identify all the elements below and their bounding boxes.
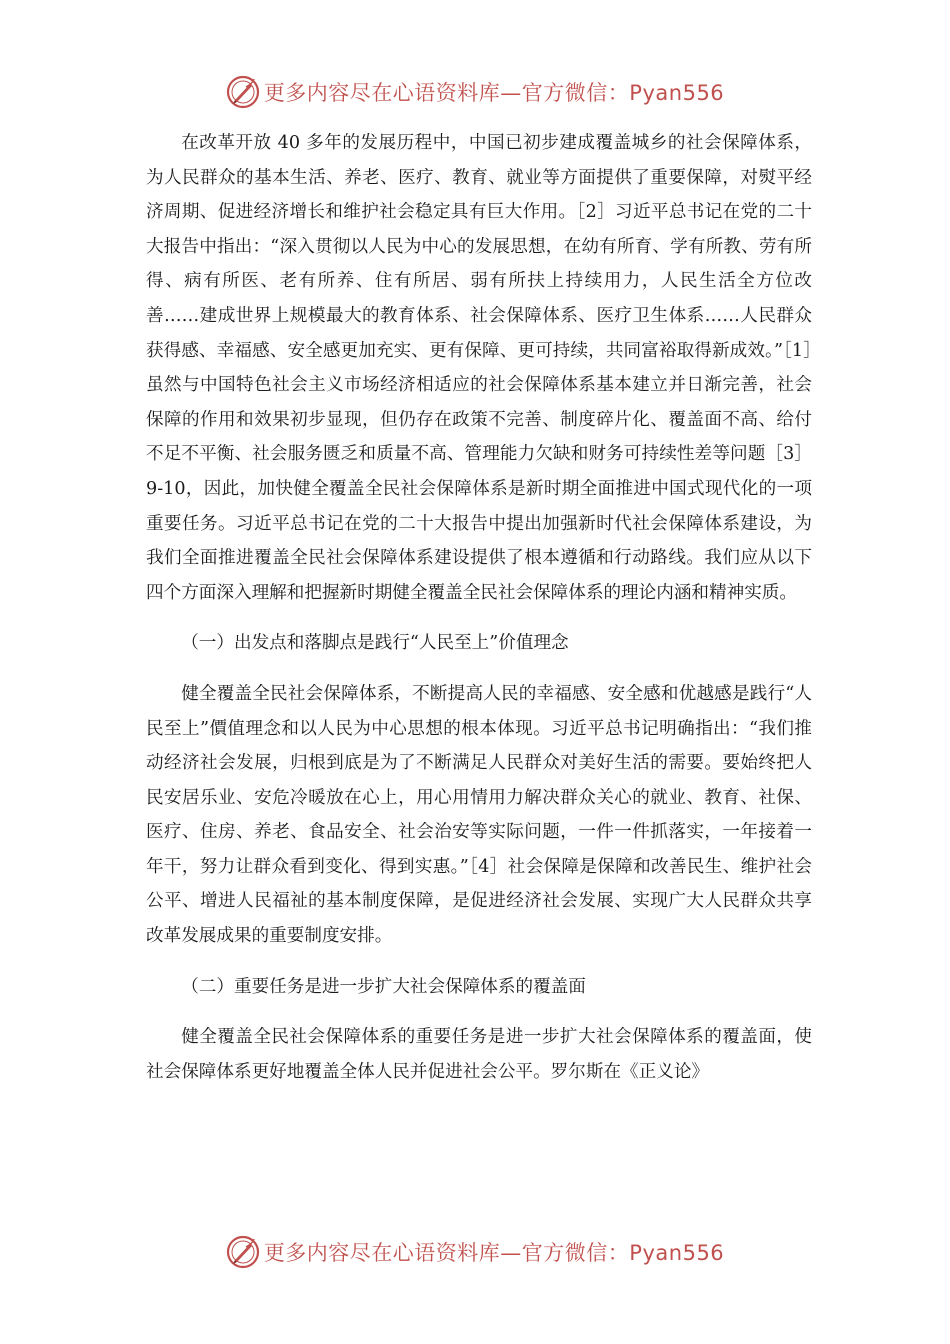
banner-text: 更多内容尽在心语资料库—官方微信：Pyan556 <box>263 1241 725 1265</box>
document-body <box>146 126 812 1089</box>
footer-banner <box>0 1232 950 1272</box>
paragraph-section-2: 健全覆盖全民社会保障体系的重要任务是进一步扩大社会保障体系的覆盖面，使社会保障体系更好地覆盖全体人民并促进社会公平。罗尔斯在《正义论》 <box>146 1027 812 1082</box>
paragraph-intro: 在改革开放 40 多年的发展历程中，中国已初步建成覆盖城乡的社会保障体系，为人民群众的基本生活、养老、医疗、教育、就业等方面提供了重要保障，对熨平经济周期、促进经济增长和维护社会稳定具有巨大作用。［2］习近平总书记在党的二十大报告中指出：“深入贯彻以人民为中心的发展思想，在幼有所育、学有所教、劳有所得、病有所医、老有所养、住有所居、弱有所扶上持续用力，人民生活全方位改善……建成世界上规模最大的教育体系、社会保障体系、医疗卫生体系……人民群众获得感、幸福感、安全感更加充实、更有保障、更可持续，共同富裕取得新成效。”［1］虽然与中国特色社会主义市场经济相适应的社会保障体系基本建立并日渐完善，社会保障的作用和效果初步显现，但仍存在政策不完善、制度碎片化、覆盖面不高、给付不足不平衡、社会服务匮乏和质量不高、管理能力欠缺和财务可持续性差等问题［3］9-10，因此，加快健全覆盖全民社会保障体系是新时期全面推进中国式现代化的一项重要任务。习近平总书记在党的二十大报告中提出加强新时代社会保障体系建设，为我们全面推进覆盖全民社会保障体系建设提供了根本遵循和行动路线。我们应从以下四个方面深入理解和把握新时期健全覆盖全民社会保障体系的理论内涵和精神实质。 <box>146 133 812 603</box>
section-heading-2: （二）重要任务是进一步扩大社会保障体系的覆盖面 <box>181 976 586 997</box>
paragraph-section-1: 健全覆盖全民社会保障体系，不断提高人民的幸福感、安全感和优越感是践行“人民至上”價值理念和以人民为中心思想的根本体现。习近平总书记明确指出：“我们推动经济社会发展，归根到底是为了不断满足人民群众对美好生活的需要。要始终把人民安居乐业、安危冷暖放在心上，用心用情用力解决群众关心的就业、教育、社保、医疗、住房、养老、食品安全、社会治安等实际问题，一件一件抓落实，一年接着一年干，努力让群众看到变化、得到实惠。”［4］社会保障是保障和改善民生、维护社会公平、增进人民福祉的基本制度保障，是促进经济社会发展、实现广大人民群众共享改革发展成果的重要制度安排。 <box>146 683 812 947</box>
header-banner <box>0 72 950 112</box>
quill-seal-icon <box>226 1235 260 1269</box>
quill-seal-icon <box>226 75 260 109</box>
section-heading-1: （一）出发点和落脚点是践行“人民至上”价值理念 <box>181 633 569 654</box>
banner-text: 更多内容尽在心语资料库—官方微信：Pyan556 <box>263 81 725 105</box>
